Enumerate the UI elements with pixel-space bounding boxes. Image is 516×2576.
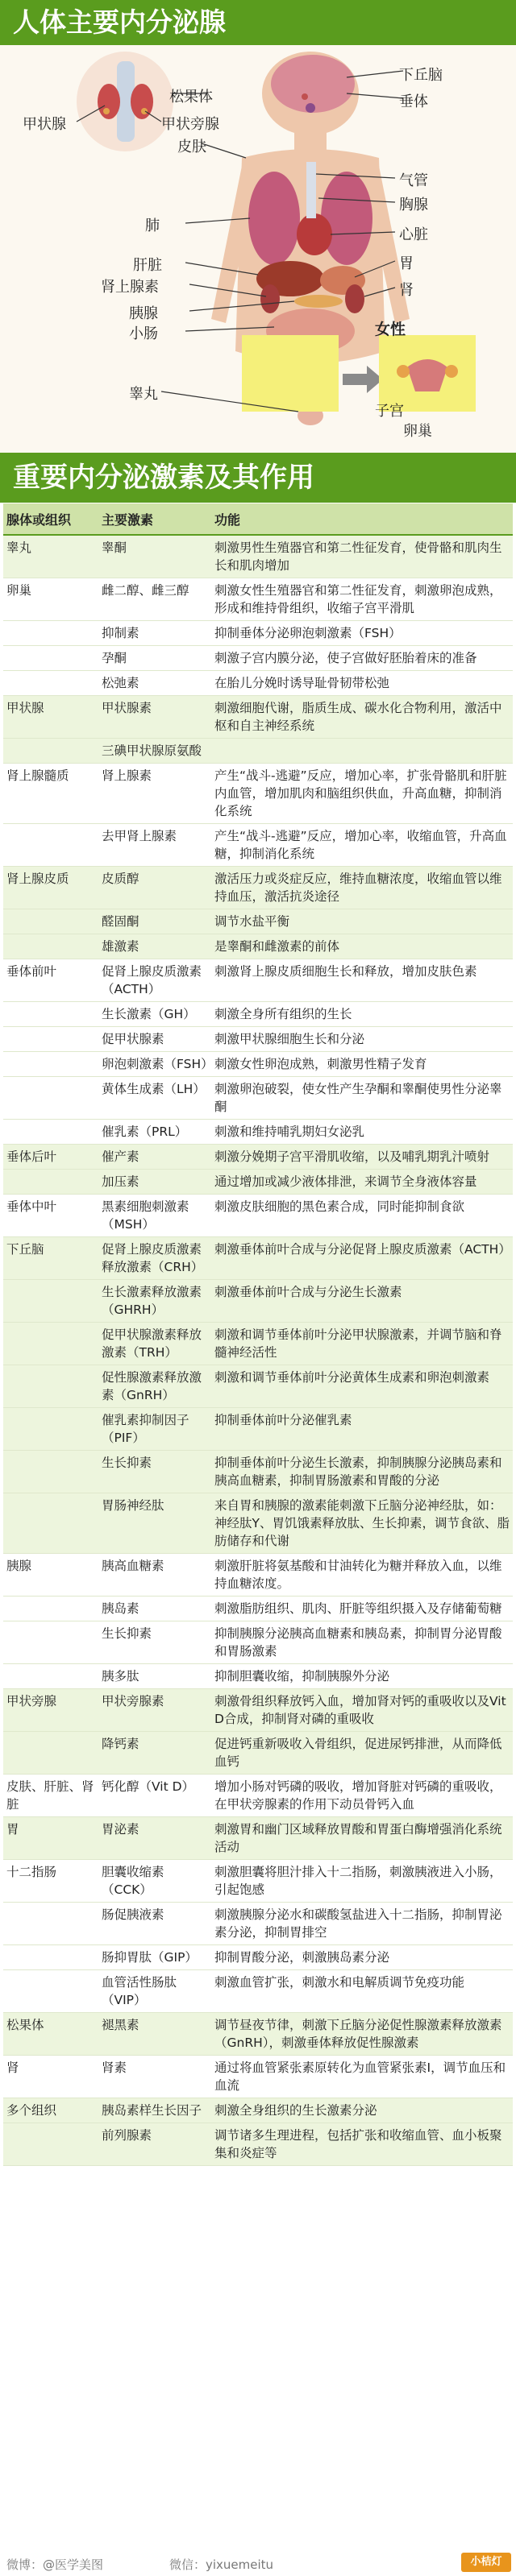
label-adrenal: 肾上腺素 — [101, 279, 159, 296]
label-ovary: 卵巢 — [403, 423, 432, 440]
cell-gland — [3, 1077, 98, 1120]
cell-hormone: 钙化醇（Vit D） — [98, 1775, 211, 1817]
cell-gland — [3, 739, 98, 764]
cell-gland — [3, 934, 98, 959]
cell-function: 刺激女性卵泡成熟，刺激男性精子发育 — [211, 1052, 513, 1077]
cell-hormone: 加压素 — [98, 1170, 211, 1195]
table-row — [3, 1664, 513, 1689]
cell-function: 刺激和维持哺乳期妇女泌乳 — [211, 1120, 513, 1145]
table-row — [3, 867, 513, 909]
cell-hormone: 胃泌素 — [98, 1817, 211, 1860]
cell-hormone: 前列腺素 — [98, 2123, 211, 2166]
label-heart: 心脏 — [399, 226, 428, 243]
table-row — [3, 1323, 513, 1365]
cell-function: 来自胃和胰腺的激素能刺激下丘脑分泌神经肽，如：神经肽Y、胃饥饿素释放肽、生长抑素，调节食欲、脂肪储存和代谢 — [211, 1493, 513, 1554]
table-header-row — [3, 503, 513, 535]
cell-function: 刺激脂肪组织、肌肉、肝脏等组织摄入及存储葡萄糖 — [211, 1597, 513, 1621]
cell-gland: 肾上腺髓质 — [3, 764, 98, 824]
cell-gland: 多个组织 — [3, 2098, 98, 2123]
cell-function: 调节昼夜节律，刺激下丘脑分泌促性腺激素释放激素（GnRH），刺激垂体释放促性腺激素 — [211, 2013, 513, 2056]
cell-hormone: 睾酮 — [98, 535, 211, 578]
cell-function: 抑制垂体前叶分泌生长激素，抑制胰腺分泌胰岛素和胰高血糖素，抑制胃肠激素和胃酸的分泌 — [211, 1451, 513, 1493]
cell-gland: 皮肤、肝脏、肾脏 — [3, 1775, 98, 1817]
cell-hormone: 卵泡刺激素（FSH） — [98, 1052, 211, 1077]
cell-function: 通过增加或减少液体排泄，来调节全身液体容量 — [211, 1170, 513, 1195]
table-row — [3, 2123, 513, 2166]
label-kidney: 肾 — [399, 282, 414, 299]
cell-function: 刺激细胞代谢，脂质生成、碳水化合物利用，激活中枢和自主神经系统 — [211, 696, 513, 739]
cell-hormone: 胰岛素 — [98, 1597, 211, 1621]
table-row — [3, 1077, 513, 1120]
table-row — [3, 1554, 513, 1597]
cell-function: 产生“战斗-逃避”反应，增加心率，收缩血管，升高血糖，抑制消化系统 — [211, 824, 513, 867]
label-trachea: 气管 — [399, 172, 428, 189]
section-title-glands: 人体主要内分泌腺 — [0, 0, 516, 45]
table-row — [3, 2056, 513, 2098]
cell-function: 刺激胃和幽门区域释放胃酸和胃蛋白酶增强消化系统活动 — [211, 1817, 513, 1860]
label-pancreas: 胰腺 — [129, 305, 158, 322]
cell-hormone: 催乳素（PRL） — [98, 1120, 211, 1145]
cell-hormone: 肾素 — [98, 2056, 211, 2098]
cell-function: 刺激和调节垂体前叶分泌甲状腺激素，并调节脑和脊髓神经活性 — [211, 1323, 513, 1365]
cell-gland: 肾上腺皮质 — [3, 867, 98, 909]
cell-function: 刺激肾上腺皮质细胞生长和释放，增加皮肤色素 — [211, 959, 513, 1002]
cell-gland: 卵巢 — [3, 578, 98, 621]
cell-gland — [3, 1664, 98, 1689]
cell-hormone: 生长激素（GH） — [98, 1002, 211, 1027]
table-row — [3, 959, 513, 1002]
table-row — [3, 671, 513, 696]
label-parathyroid: 甲状旁腺 — [161, 116, 219, 133]
cell-gland: 垂体前叶 — [3, 959, 98, 1002]
cell-function: 刺激和调节垂体前叶分泌黄体生成素和卵泡刺激素 — [211, 1365, 513, 1408]
cell-gland — [3, 1970, 98, 2013]
cell-hormone: 生长抑素 — [98, 1621, 211, 1664]
cell-function: 刺激子宫内膜分泌，使子宫做好胚胎着床的准备 — [211, 646, 513, 671]
cell-function: 刺激胰腺分泌水和碳酸氢盐进入十二指肠，抑制胃泌素分泌，抑制胃排空 — [211, 1903, 513, 1945]
table-row — [3, 1621, 513, 1664]
cell-function: 刺激骨组织释放钙入血，增加肾对钙的重吸收以及Vit D合成，抑制肾对磷的重吸收 — [211, 1689, 513, 1732]
cell-function: 产生“战斗-逃避”反应，增加心率，扩张骨骼肌和肝脏内血管，增加肌肉和脑组织供血，升高血糖，抑制消化系统 — [211, 764, 513, 824]
cell-gland — [3, 1170, 98, 1195]
label-liver: 肝脏 — [133, 257, 162, 274]
cell-function: 刺激卵泡破裂，使女性产生孕酮和睾酮使男性分泌睾酮 — [211, 1077, 513, 1120]
cell-function: 刺激女性生殖器官和第二性征发育，刺激卵泡成熟，形成和维持骨组织，收缩子宫平滑肌 — [211, 578, 513, 621]
cell-gland: 下丘脑 — [3, 1237, 98, 1280]
cell-function: 抑制胃酸分泌，刺激胰岛素分泌 — [211, 1945, 513, 1970]
cell-hormone: 促甲状腺激素释放激素（TRH） — [98, 1323, 211, 1365]
cell-gland: 肾 — [3, 2056, 98, 2098]
cell-hormone: 催产素 — [98, 1145, 211, 1170]
cell-gland — [3, 1120, 98, 1145]
table-row — [3, 1817, 513, 1860]
cell-gland — [3, 671, 98, 696]
cell-function: 刺激垂体前叶合成与分泌生长激素 — [211, 1280, 513, 1323]
table-row — [3, 1970, 513, 2013]
cell-hormone: 胰高血糖素 — [98, 1554, 211, 1597]
cell-hormone: 胰岛素样生长因子 — [98, 2098, 211, 2123]
table-body — [3, 535, 513, 2166]
cell-function — [211, 739, 513, 764]
logo-badge: 小桔灯 — [461, 2553, 511, 2572]
cell-hormone: 黑素细胞刺激素（MSH） — [98, 1195, 211, 1237]
cell-function: 刺激男性生殖器官和第二性征发育，使骨骼和肌肉生长和肌肉增加 — [211, 535, 513, 578]
cell-function: 刺激胆囊将胆汁排入十二指肠，刺激胰液进入小肠，引起饱感 — [211, 1860, 513, 1903]
cell-hormone: 肠抑胃肽（GIP） — [98, 1945, 211, 1970]
cell-gland — [3, 646, 98, 671]
cell-gland: 甲状旁腺 — [3, 1689, 98, 1732]
cell-function: 刺激甲状腺细胞生长和分泌 — [211, 1027, 513, 1052]
cell-hormone: 醛固酮 — [98, 909, 211, 934]
label-skin: 皮肤 — [177, 139, 206, 155]
cell-function: 抑制胰腺分泌胰高血糖素和胰岛素，抑制胃分泌胃酸和胃肠激素 — [211, 1621, 513, 1664]
cell-function: 刺激皮肤细胞的黑色素合成，同时能抑制食欲 — [211, 1195, 513, 1237]
cell-gland — [3, 1493, 98, 1554]
cell-hormone: 黄体生成素（LH） — [98, 1077, 211, 1120]
cell-hormone: 促甲状腺素 — [98, 1027, 211, 1052]
cell-gland — [3, 1597, 98, 1621]
table-row — [3, 621, 513, 646]
cell-hormone: 血管活性肠肽（VIP） — [98, 1970, 211, 2013]
cell-hormone: 三碘甲状腺原氨酸 — [98, 739, 211, 764]
table-row — [3, 1052, 513, 1077]
table-row — [3, 1597, 513, 1621]
cell-gland: 十二指肠 — [3, 1860, 98, 1903]
cell-hormone: 促肾上腺皮质激素释放激素（CRH） — [98, 1237, 211, 1280]
label-stomach: 胃 — [399, 255, 414, 272]
cell-gland: 甲状腺 — [3, 696, 98, 739]
endocrine-glands-figure — [0, 45, 516, 453]
table-row — [3, 934, 513, 959]
table-row — [3, 1732, 513, 1775]
table-row — [3, 1775, 513, 1817]
table-row — [3, 1027, 513, 1052]
table-row — [3, 1120, 513, 1145]
cell-hormone: 松弛素 — [98, 671, 211, 696]
cell-function: 在胎儿分娩时诱导耻骨韧带松弛 — [211, 671, 513, 696]
cell-function: 增加小肠对钙磷的吸收，增加肾脏对钙磷的重吸收，在甲状旁腺素的作用下动员骨钙入血 — [211, 1775, 513, 1817]
cell-gland — [3, 1002, 98, 1027]
label-hypothalamus: 下丘脑 — [399, 67, 443, 84]
column-header-gland: 腺体或组织 — [3, 503, 98, 535]
thyroid-inset — [77, 52, 173, 151]
cell-hormone: 甲状腺素 — [98, 696, 211, 739]
cell-hormone: 促性腺激素释放激素（GnRH） — [98, 1365, 211, 1408]
cell-gland — [3, 1365, 98, 1408]
cell-hormone: 雌二醇、雌三醇 — [98, 578, 211, 621]
table-row — [3, 909, 513, 934]
cell-gland: 睾丸 — [3, 535, 98, 578]
label-pineal: 松果体 — [169, 89, 213, 106]
cell-gland — [3, 1903, 98, 1945]
cell-gland — [3, 1323, 98, 1365]
label-pituitary: 垂体 — [399, 93, 428, 110]
table-row — [3, 2098, 513, 2123]
cell-gland: 胰腺 — [3, 1554, 98, 1597]
cell-hormone: 肾上腺素 — [98, 764, 211, 824]
table-row — [3, 1493, 513, 1554]
column-header-hormone: 主要激素 — [98, 503, 211, 535]
table-row — [3, 1903, 513, 1945]
cell-hormone: 降钙素 — [98, 1732, 211, 1775]
cell-hormone: 孕酮 — [98, 646, 211, 671]
cell-hormone: 生长抑素 — [98, 1451, 211, 1493]
footer — [0, 2550, 516, 2576]
label-small-intestine: 小肠 — [129, 325, 158, 342]
cell-function: 激活压力或炎症反应，维持血糖浓度，收缩血管以维持血压，激活抗炎途径 — [211, 867, 513, 909]
cell-function: 抑制胆囊收缩，抑制胰腺外分泌 — [211, 1664, 513, 1689]
cell-gland — [3, 1621, 98, 1664]
table-row — [3, 646, 513, 671]
cell-hormone: 抑制素 — [98, 621, 211, 646]
cell-hormone: 肠促胰液素 — [98, 1903, 211, 1945]
table-row — [3, 1145, 513, 1170]
cell-function: 刺激垂体前叶合成与分泌促肾上腺皮质激素（ACTH） — [211, 1237, 513, 1280]
cell-gland — [3, 1408, 98, 1451]
table-row — [3, 1195, 513, 1237]
label-thyroid: 甲状腺 — [23, 116, 66, 133]
cell-gland — [3, 1732, 98, 1775]
cell-hormone: 胃肠神经肽 — [98, 1493, 211, 1554]
table-row — [3, 535, 513, 578]
cell-hormone: 甲状旁腺素 — [98, 1689, 211, 1732]
cell-function: 刺激全身组织的生长激素分泌 — [211, 2098, 513, 2123]
section-title-hormones: 重要内分泌激素及其作用 — [0, 453, 516, 503]
table-row — [3, 764, 513, 824]
column-header-function: 功能 — [211, 503, 513, 535]
table-row — [3, 739, 513, 764]
table-row — [3, 1408, 513, 1451]
cell-gland — [3, 2123, 98, 2166]
cell-function: 抑制垂体前叶分泌催乳素 — [211, 1408, 513, 1451]
footer-weibo: 微博：@医学美图 — [6, 2557, 104, 2572]
table-row — [3, 1689, 513, 1732]
table-row — [3, 1451, 513, 1493]
cell-hormone: 促肾上腺皮质激素（ACTH） — [98, 959, 211, 1002]
table-row — [3, 1170, 513, 1195]
cell-gland — [3, 1027, 98, 1052]
cell-hormone: 褪黑素 — [98, 2013, 211, 2056]
cell-function: 是睾酮和雌激素的前体 — [211, 934, 513, 959]
table-row — [3, 824, 513, 867]
cell-gland: 垂体后叶 — [3, 1145, 98, 1170]
table-row — [3, 696, 513, 739]
cell-gland — [3, 1280, 98, 1323]
cell-gland — [3, 824, 98, 867]
cell-gland — [3, 1052, 98, 1077]
cell-hormone: 雄激素 — [98, 934, 211, 959]
table-row — [3, 2013, 513, 2056]
table-row — [3, 578, 513, 621]
cell-gland — [3, 909, 98, 934]
cell-function: 刺激全身所有组织的生长 — [211, 1002, 513, 1027]
head-brain — [262, 52, 359, 135]
cell-function: 抑制垂体分泌卵泡刺激素（FSH） — [211, 621, 513, 646]
cell-hormone: 生长激素释放激素（GHRH） — [98, 1280, 211, 1323]
table-row — [3, 1860, 513, 1903]
footer-weixin: 微信：yixuemeitu — [169, 2557, 274, 2572]
table-row — [3, 1237, 513, 1280]
cell-function: 调节诸多生理进程，包括扩张和收缩血管、血小板聚集和炎症等 — [211, 2123, 513, 2166]
label-lung: 肺 — [145, 217, 160, 234]
cell-gland: 垂体中叶 — [3, 1195, 98, 1237]
cell-gland — [3, 621, 98, 646]
label-uterus: 子宫 — [375, 403, 404, 420]
cell-function: 促进钙重新吸收入骨组织，促进尿钙排泄，从而降低血钙 — [211, 1732, 513, 1775]
cell-hormone: 皮质醇 — [98, 867, 211, 909]
cell-gland — [3, 1451, 98, 1493]
cell-function: 调节水盐平衡 — [211, 909, 513, 934]
cell-hormone: 催乳素抑制因子（PIF） — [98, 1408, 211, 1451]
cell-gland: 松果体 — [3, 2013, 98, 2056]
label-female: 女性 — [375, 321, 406, 338]
cell-function: 刺激血管扩张，刺激水和电解质调节免疫功能 — [211, 1970, 513, 2013]
label-testis: 睾丸 — [129, 386, 158, 403]
table-row — [3, 1280, 513, 1323]
label-thymus: 胸腺 — [399, 197, 428, 213]
table-row — [3, 1365, 513, 1408]
cell-hormone: 胰多肽 — [98, 1664, 211, 1689]
body-illustration — [0, 45, 516, 453]
cell-function: 刺激肝脏将氨基酸和甘油转化为糖并释放入血，以维持血糖浓度。 — [211, 1554, 513, 1597]
cell-function: 刺激分娩期子宫平滑肌收缩，以及哺乳期乳汁喷射 — [211, 1145, 513, 1170]
cell-hormone: 去甲肾上腺素 — [98, 824, 211, 867]
hormone-table — [3, 503, 513, 2166]
cell-hormone: 胆囊收缩素（CCK） — [98, 1860, 211, 1903]
cell-function: 通过将血管紧张素原转化为血管紧张素Ⅰ，调节血压和血流 — [211, 2056, 513, 2098]
table-row — [3, 1002, 513, 1027]
cell-gland: 胃 — [3, 1817, 98, 1860]
cell-gland — [3, 1945, 98, 1970]
table-row — [3, 1945, 513, 1970]
